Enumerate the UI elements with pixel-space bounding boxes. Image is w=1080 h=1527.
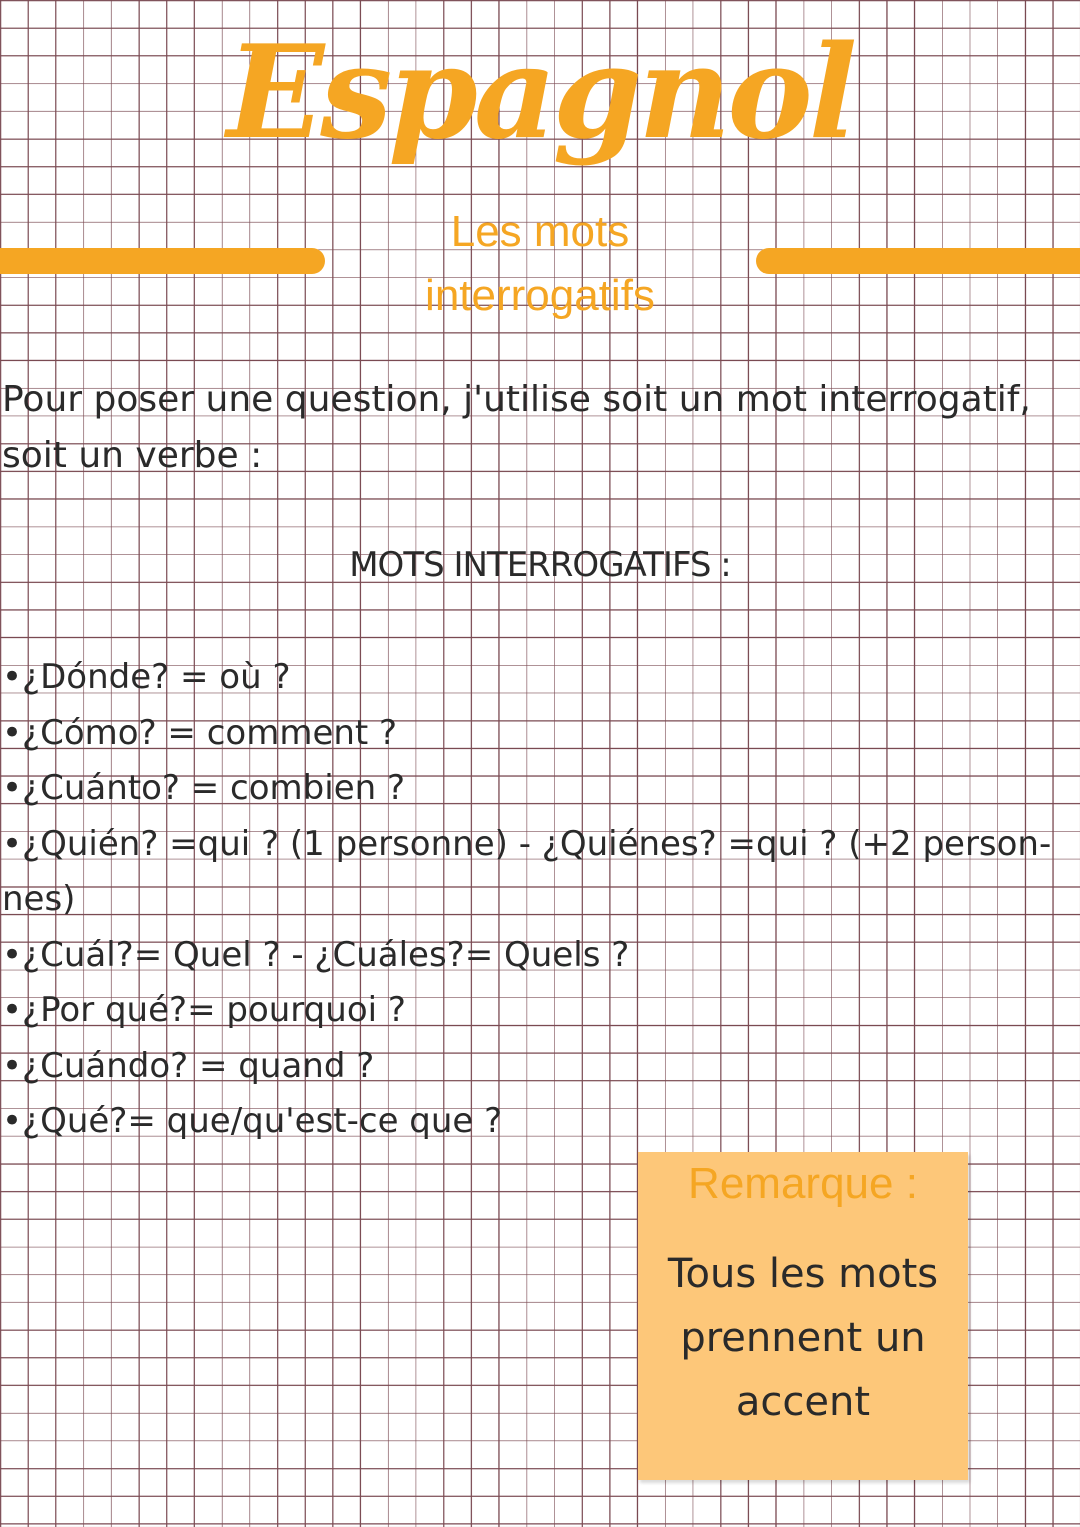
intro-line-1: Pour poser une question, j'utilise soit un mot interrogatif,	[2, 379, 1031, 420]
remark-body	[638, 1242, 968, 1434]
page-title: Espagnol	[226, 18, 854, 168]
list-item: •¿Por qué?= pourquoi ?	[2, 990, 406, 1030]
section-heading: MOTS INTERROGATIFS :	[349, 545, 731, 585]
remark-line-2: prennent un	[680, 1315, 926, 1361]
list-item: nes)	[2, 879, 76, 919]
list-item: •¿Quién? =qui ? (1 personne) - ¿Quiénes? =qui ? (+2 person-	[2, 823, 1052, 864]
intro-line-2: soit un verbe :	[2, 435, 263, 476]
remark-line-1: Tous les mots	[667, 1251, 939, 1297]
intro-paragraph	[2, 372, 1062, 484]
page-subtitle	[340, 200, 740, 328]
decorative-bar-left	[0, 248, 325, 274]
list-item: •¿Qué?= que/qu'est-ce que ?	[2, 1101, 503, 1141]
subtitle-line-1: Les mots	[450, 207, 630, 256]
subtitle-line-2: interrogatifs	[425, 271, 655, 320]
remark-line-3: accent	[735, 1379, 871, 1425]
list-item: •¿Cuándo? = quand ?	[2, 1045, 375, 1086]
list-item: •¿Cuánto? = combien ?	[2, 768, 406, 808]
remark-sticky-note	[638, 1152, 968, 1480]
list-item: •¿Cuál?= Quel ? - ¿Cuáles?= Quels ?	[2, 934, 630, 975]
list-item: •¿Dónde? = où ?	[2, 657, 291, 697]
decorative-bar-right	[756, 248, 1080, 274]
list-item: •¿Cómo? = comment ?	[2, 712, 398, 753]
interrogative-word-list	[2, 650, 1078, 1150]
remark-title: Remarque :	[688, 1159, 918, 1208]
